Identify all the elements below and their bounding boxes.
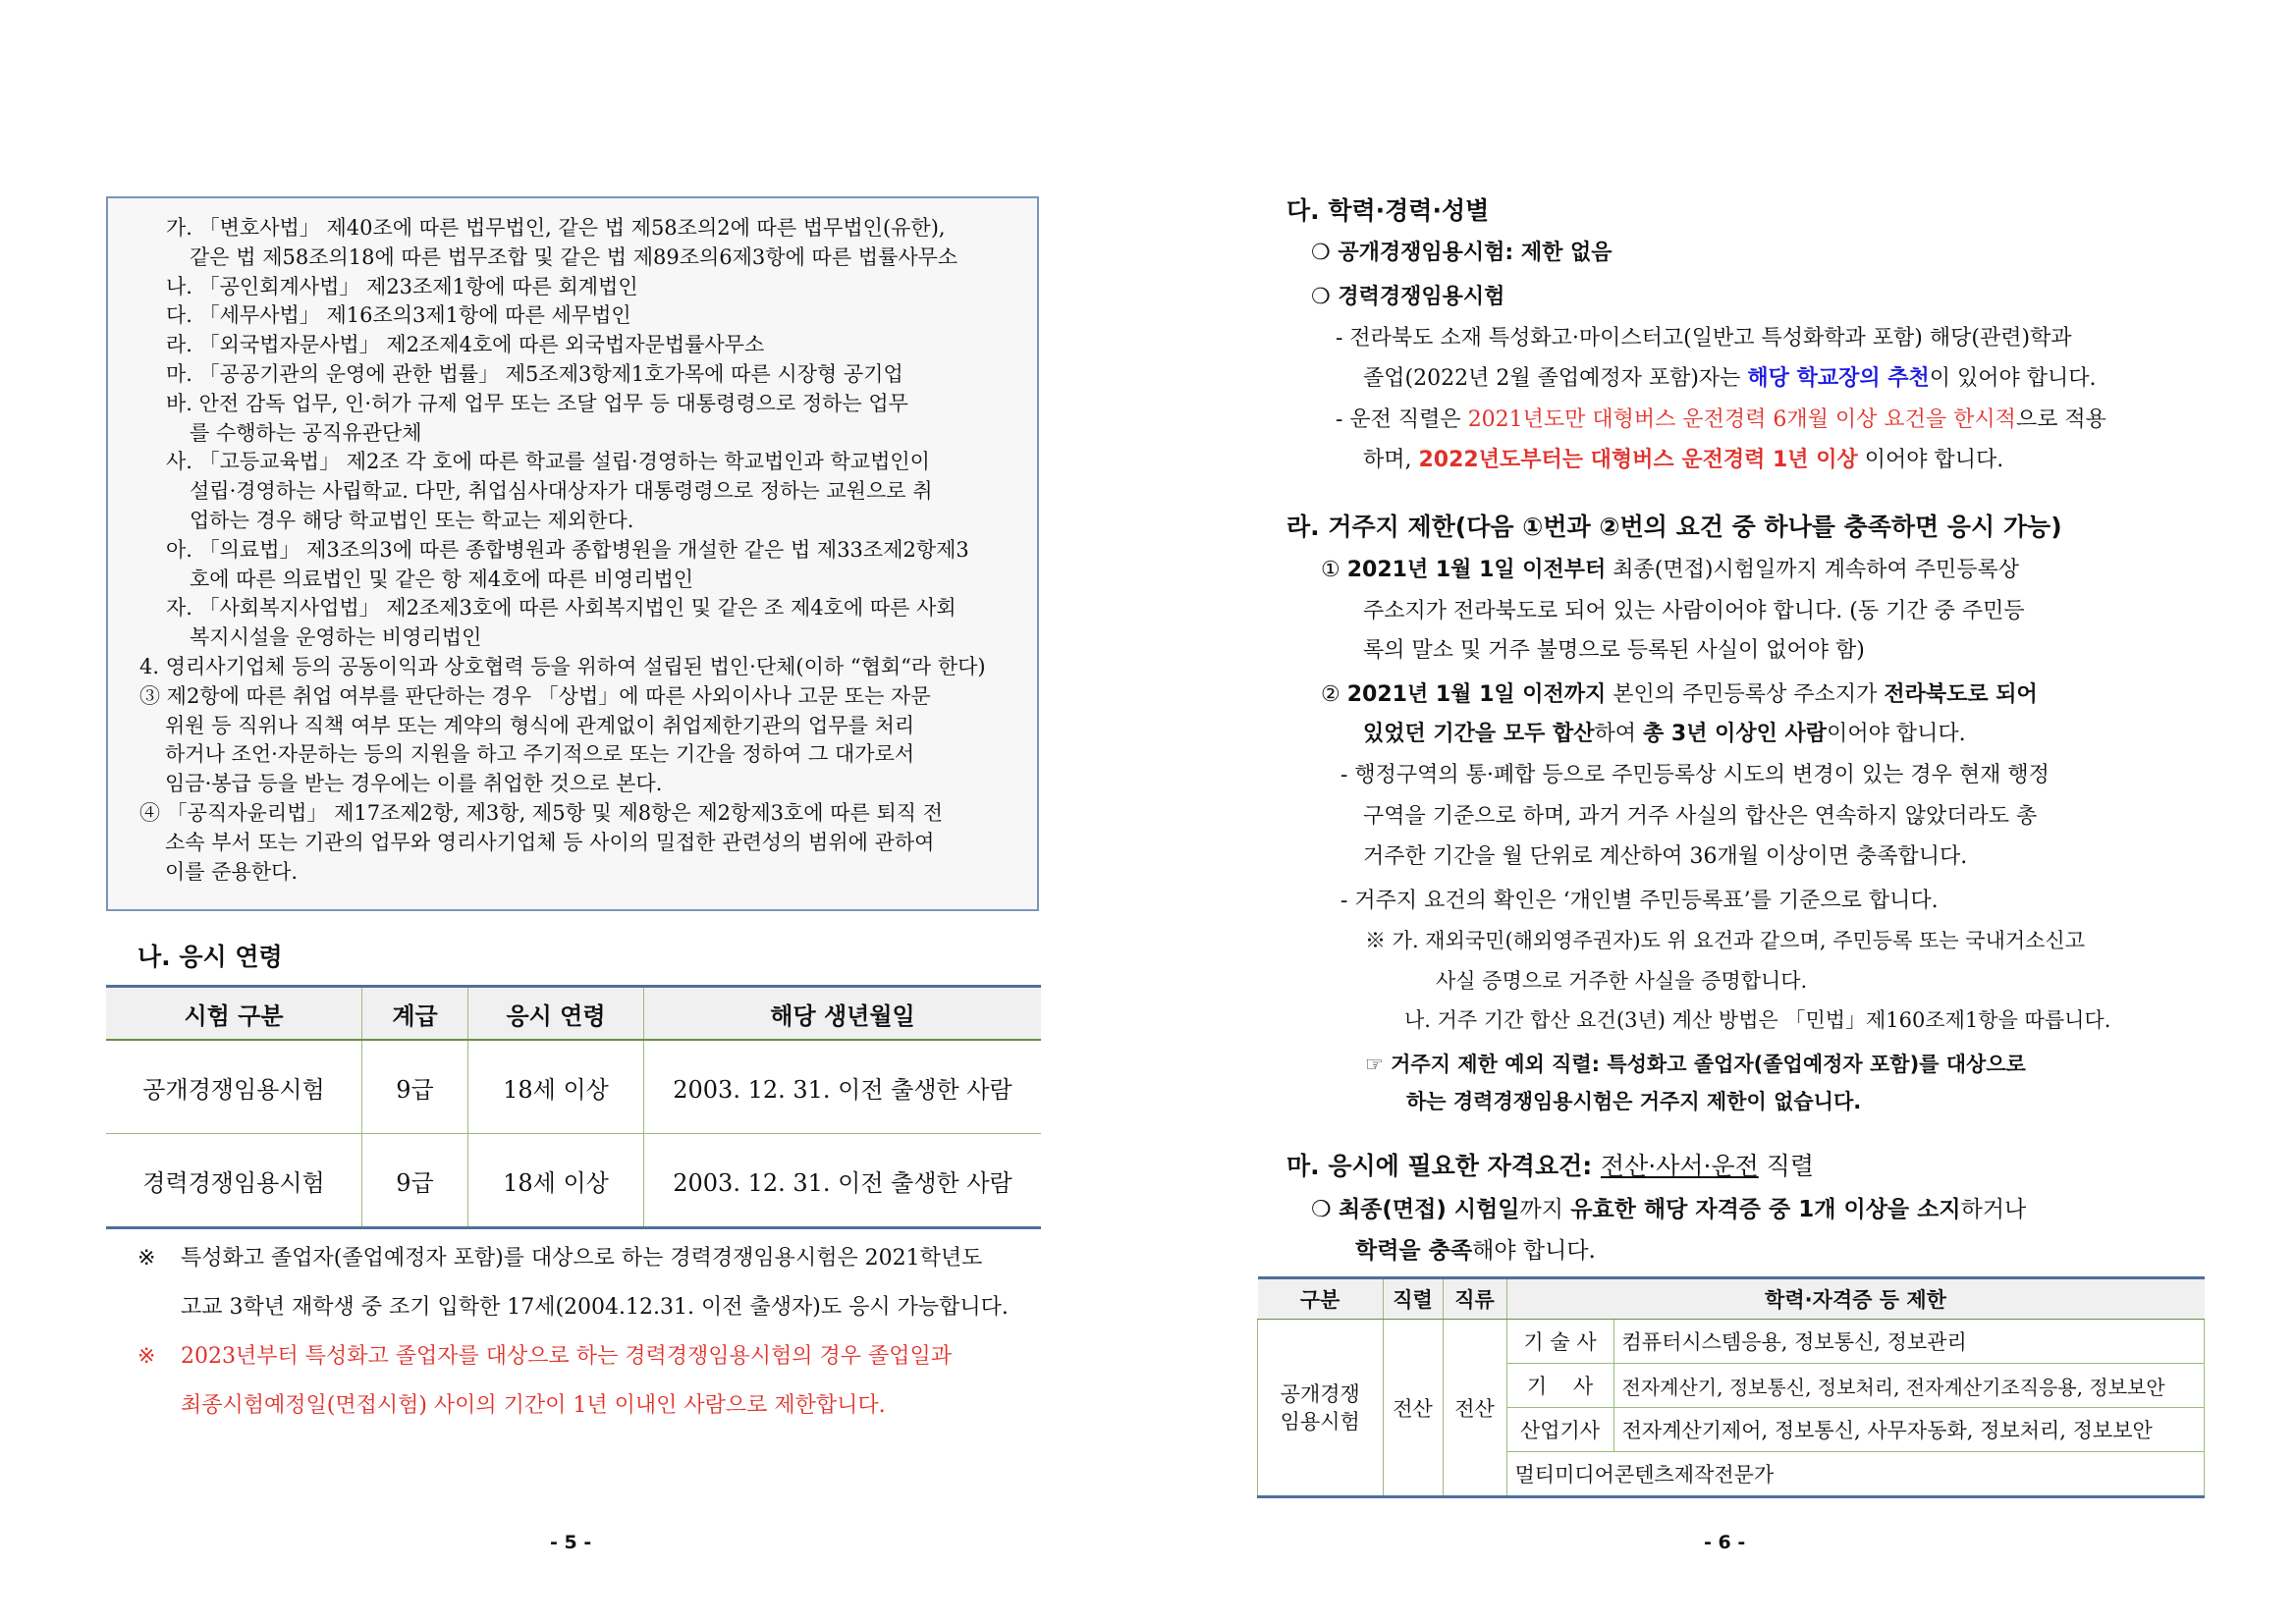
note-2-line-1: 2023년부터 특성화고 졸업자를 대상으로 하는 경력경쟁임용시험의 경우 졸업일과 [181,1344,953,1369]
ra-note-line-2: 사실 증명으로 거주한 사실을 증명합니다. [1436,969,1808,993]
cell-cert-grade: 기 술 사 [1506,1320,1613,1364]
law-line: 라. 「외국법자문사법」 제2조제4호에 따른 외국법자문법률사무소 [166,333,765,357]
cell-grade: 9급 [362,1040,468,1134]
ra-exception-line-2: 하는 경력경쟁임용시험은 거주지 제한이 없습니다. [1406,1090,1862,1113]
page-number: - 5 - [550,1532,592,1553]
ra-item-3-line-2: 구역을 기준으로 하며, 과거 거주 사실의 합산은 연속하지 않았더라도 총 [1363,804,2038,829]
cell-grade: 9급 [362,1134,468,1228]
temporary-driving-requirement: 2021년도만 대형버스 운전경력 6개월 이상 요건을 한시적 [1467,407,2016,432]
school-recommendation: 해당 학교장의 추천 [1747,365,1930,391]
col-category: 구분 [1258,1278,1384,1320]
cell-birthdate: 2003. 12. 31. 이전 출생한 사람 [644,1134,1042,1228]
col-age: 응시 연령 [468,987,644,1041]
cell-age: 18세 이상 [468,1040,644,1134]
law-line: 바. 안전 감독 업무, 인·허가 규제 업무 또는 조달 업무 등 대통령령으로 정하는 업무 [166,391,908,415]
cell-category: 공개경쟁 임용시험 [1258,1320,1384,1497]
qual-table-header [1258,1278,2205,1320]
law-line: 소속 부서 또는 기관의 업무와 영리사기업체 등 사이의 밀접한 관련성의 범위에 관하여 [165,830,935,854]
ra-item-1-line-3: 록의 말소 및 거주 불명으로 등록된 사실이 없어야 함) [1363,638,1865,663]
section-ra-heading: 라. 거주지 제한(다음 ①번과 ②번의 요건 중 하나를 충족하면 응시 가능) [1286,513,2062,541]
age-table [106,985,1041,1229]
ra-item-4: - 거주지 요건의 확인은 ‘개인별 주민등록표’를 기준으로 합니다. [1340,889,1939,913]
cell-cert-grade: 산업기사 [1506,1408,1613,1452]
law-line: 4. 영리사기업체 등의 공동이익과 상호협력 등을 위하여 설립된 법인·단체(이하 “협회“라 한다) [139,654,986,678]
ma-item-1-line-2: 학력을 충족해야 합니다. [1355,1238,1596,1264]
cell-cert-items: 컴퓨터시스템응용, 정보통신, 정보관리 [1613,1320,2205,1364]
da-item-1-line-1: - 전라북도 소재 특성화고·마이스터고(일반고 특성화학과 포함) 해당(관련)학과 [1336,326,2072,351]
da-item-2-line-2: 하며, 2022년도부터는 대형버스 운전경력 1년 이상 이어야 합니다. [1363,448,2004,472]
ra-item-2-line-1: ② 2021년 1월 1일 이전까지 본인의 주민등록상 주소지가 전라북도로 되어 [1321,682,2038,707]
note-1-line-1: 특성화고 졸업자(졸업예정자 포함)를 대상으로 하는 경력경쟁임용시험은 2021학년도 [181,1246,983,1271]
law-line: 를 수행하는 공직유관단체 [190,420,422,445]
law-line: ④ 「공직자윤리법」 제17조제2항, 제3항, 제5항 및 제8항은 제2항제3호에 따른 퇴직 전 [139,800,943,825]
cell-cert-items: 전자계산기제어, 정보통신, 사무자동화, 정보처리, 정보보안 [1613,1408,2205,1452]
law-line: 복지시설을 운영하는 비영리법인 [190,625,482,650]
law-line: 자. 「사회복지사업법」 제2조제3호에 따른 사회복지법인 및 같은 조 제4호에 따른 사회 [166,596,957,621]
note-2-line-2: 최종시험예정일(면접시험) 사이의 기간이 1년 이내인 사람으로 제한합니다. [181,1393,886,1418]
ra-item-2-line-2: 있었던 기간을 모두 합산하여 총 3년 이상인 사람이어야 합니다. [1363,722,1966,746]
law-line: 사. 「고등교육법」 제2조 각 호에 따른 학교를 설립·경영하는 학교법인과 학교법인이 [166,450,930,474]
law-line: 같은 법 제58조의18에 따른 법무조합 및 같은 법 제89조의6제3항에 따른 법률사무소 [190,244,958,269]
law-line: 다. 「세무사법」 제16조의3제1항에 따른 세무법인 [166,303,631,328]
ra-item-1-line-1: ① 2021년 1월 1일 이전부터 최종(면접)시험일까지 계속하여 주민등록상 [1321,558,2019,582]
note-2 [137,1332,952,1431]
ra-exception-line-1: ☞ 거주지 제한 예외 직렬: 특성화고 졸업자(졸업예정자 포함)를 대상으로 [1365,1053,2026,1076]
ra-item-3-line-3: 거주한 기간을 월 단위로 계산하여 36개월 이상이면 충족합니다. [1363,844,1968,869]
page-number: - 6 - [1704,1532,1746,1553]
col-grade: 계급 [362,987,468,1041]
ra-note-line-1: ※ 가. 재외국민(해외영주권자)도 위 요건과 같으며, 주민등록 또는 국내거소신고 [1365,929,2086,952]
ra-note-line-3: 나. 거주 기간 합산 요건(3년) 계산 방법은 「민법」제160조제1항을 따릅니다. [1404,1008,2111,1032]
cell-exam-type: 공개경쟁임용시험 [106,1040,362,1134]
cell-cert-extra: 멀티미디어콘텐츠제작전문가 [1506,1452,2205,1497]
law-line: 위원 등 직위나 직책 여부 또는 계약의 형식에 관계없이 취업제한기관의 업무를 처리 [165,713,915,737]
cell-age: 18세 이상 [468,1134,644,1228]
da-item-1-line-2: 졸업(2022년 2월 졸업예정자 포함)자는 해당 학교장의 추천이 있어야 합니다. [1363,365,2097,391]
cell-birthdate: 2003. 12. 31. 이전 출생한 사람 [644,1040,1042,1134]
section-da-heading: 다. 학력·경력·성별 [1286,196,1490,225]
note-1-line-2: 고교 3학년 재학생 중 조기 입학한 17세(2004.12.31. 이전 출생자)도 응시 가능합니다. [181,1295,1009,1320]
qualification-table [1257,1276,2205,1498]
col-exam-type: 시험 구분 [106,987,362,1041]
law-line: 가. 「변호사법」 제40조에 따른 법무법인, 같은 법 제58조의2에 따른 법무법인(유한), [166,216,946,240]
ma-item-1-line-1: ❍ 최종(면접) 시험일까지 유효한 해당 자격증 중 1개 이상을 소지하거나 [1311,1197,2027,1222]
col-stream: 직류 [1443,1278,1506,1320]
cell-exam-type: 경력경쟁임용시험 [106,1134,362,1228]
col-restrictions: 학력·자격증 등 제한 [1506,1278,2205,1320]
ra-item-3-line-1: - 행정구역의 통·폐합 등으로 주민등록상 시도의 변경이 있는 경우 현재 행정 [1340,763,2050,787]
table-row [1258,1320,2205,1364]
law-line: 호에 따른 의료법인 및 같은 항 제4호에 따른 비영리법인 [190,567,694,591]
open-exam-requirement: ❍ 공개경쟁임용시험: 제한 없음 [1311,241,1613,265]
law-line: 이를 준용한다. [165,859,299,884]
career-exam-heading: ❍ 경력경쟁임용시험 [1311,285,1505,309]
note-1 [137,1234,1009,1332]
law-line: 나. 「공인회계사법」 제23조제1항에 따른 회계법인 [166,274,638,298]
col-birthdate: 해당 생년월일 [644,987,1042,1041]
section-ma-heading: 마. 응시에 필요한 자격요건: 전산·사서·운전 직렬 [1286,1152,1815,1180]
law-line: 업하는 경우 해당 학교법인 또는 학교는 제외한다. [190,508,634,532]
law-excerpt-box [106,196,1039,911]
note-mark: ※ [137,1246,156,1271]
table-row [106,1040,1041,1134]
cell-cert-items: 전자계산기, 정보통신, 정보처리, 전자계산기조직응용, 정보보안 [1613,1364,2205,1408]
age-heading: 나. 응시 연령 [137,943,283,971]
table-row [106,1134,1041,1228]
cell-series: 전산 [1383,1320,1443,1497]
ra-item-1-line-2: 주소지가 전라북도로 되어 있는 사람이어야 합니다. (동 기간 중 주민등 [1363,599,2025,623]
note-mark: ※ [137,1344,156,1369]
law-line: ③ 제2항에 따른 취업 여부를 판단하는 경우 「상법」에 따른 사외이사나 고문 또는 자문 [139,683,931,708]
law-line: 설립·경영하는 사립학교. 다만, 취업심사대상자가 대통령령으로 정하는 교원으로 취 [190,479,933,504]
age-table-header [106,987,1041,1041]
driving-requirement-2022: 2022년도부터는 대형버스 운전경력 1년 이상 [1418,448,1858,472]
law-line: 하거나 조언·자문하는 등의 지원을 하고 주기적으로 또는 기간을 정하여 그 대가로서 [165,742,915,767]
law-line: 임금·봉급 등을 받는 경우에는 이를 취업한 것으로 본다. [165,772,663,796]
law-line: 아. 「의료법」 제3조의3에 따른 종합병원과 종합병원을 개설한 같은 법 제33조제2항제3 [166,537,969,562]
da-item-2-line-1: - 운전 직렬은 2021년도만 대형버스 운전경력 6개월 이상 요건을 한시적으로 적용 [1336,407,2106,432]
cell-cert-grade: 기 사 [1506,1364,1613,1408]
cell-stream: 전산 [1443,1320,1506,1497]
col-series: 직렬 [1383,1278,1443,1320]
law-line: 마. 「공공기관의 운영에 관한 법률」 제5조제3항제1호가목에 따른 시장형 공기업 [166,361,903,386]
